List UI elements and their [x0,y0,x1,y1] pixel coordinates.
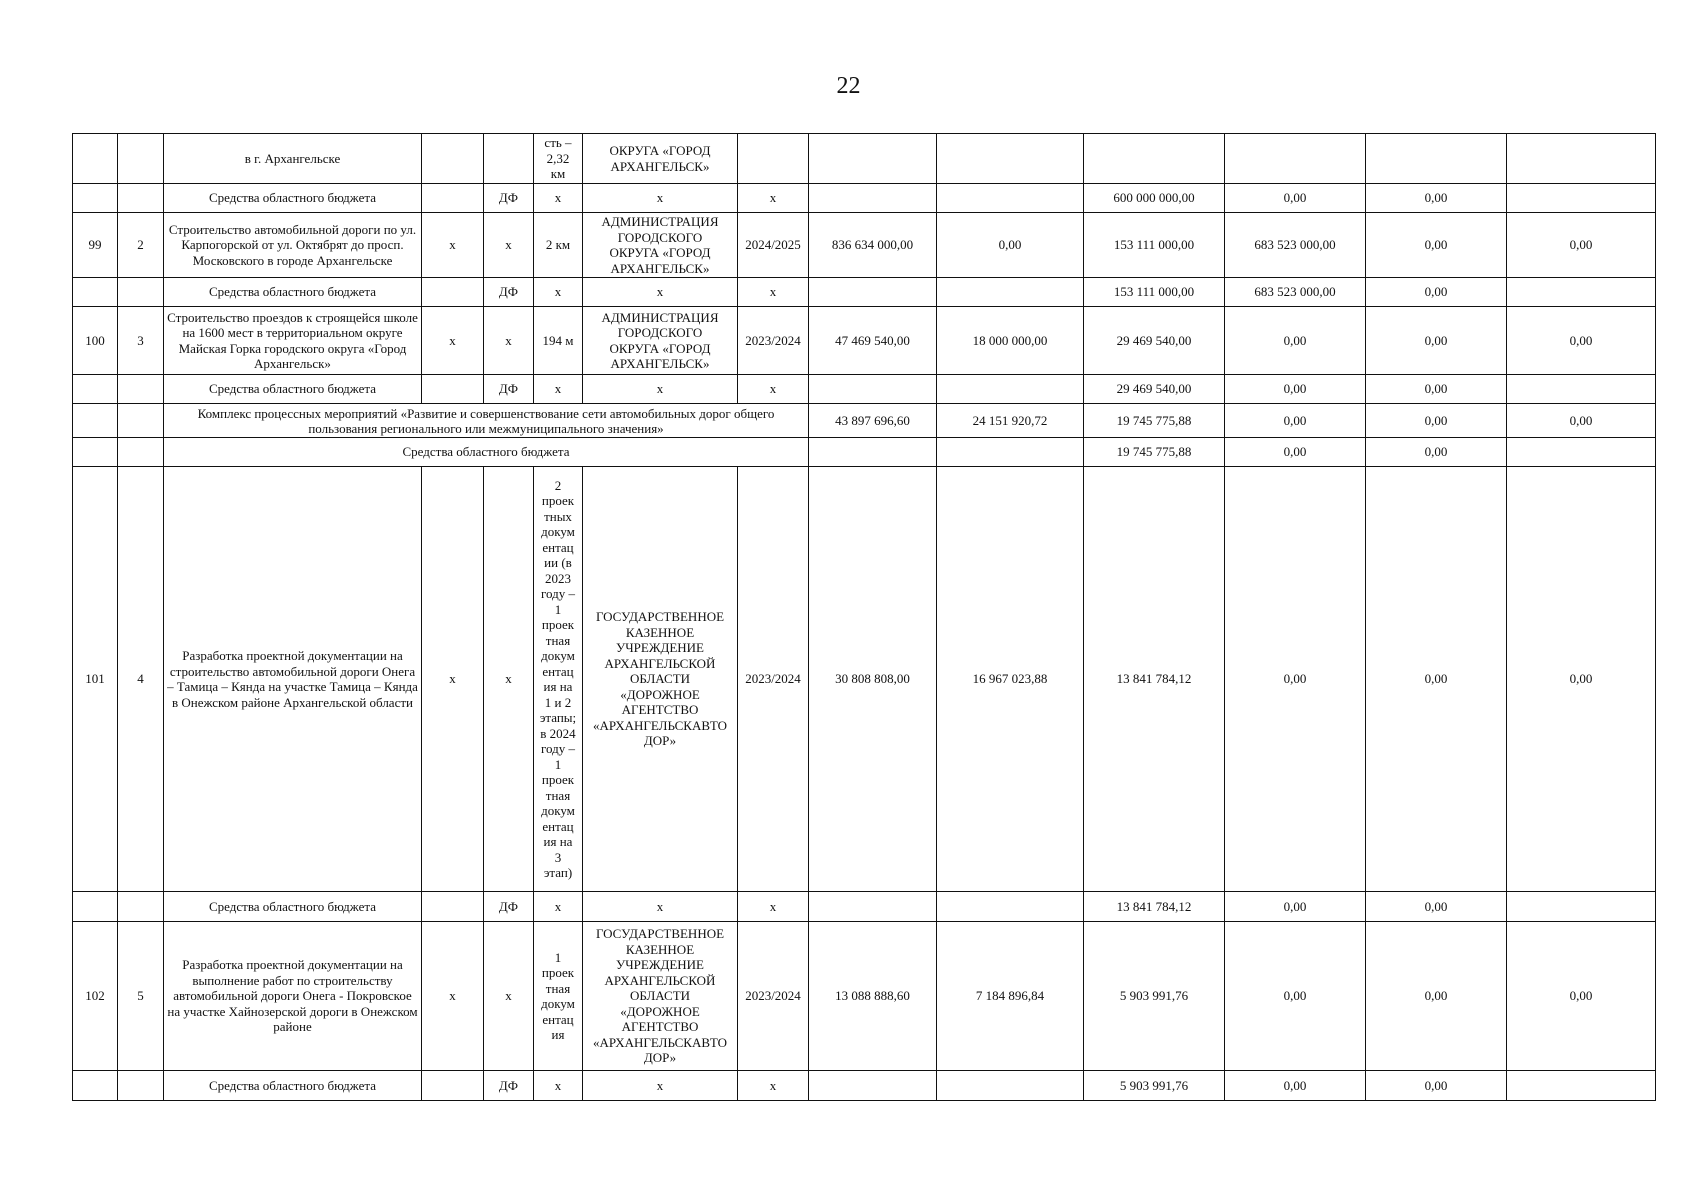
amount-cell: 0,00 [1507,404,1656,438]
amount-cell: 0,00 [937,213,1084,278]
row-number: 101 [73,467,118,892]
x-mark: х [484,922,534,1071]
amount-cell: 0,00 [1366,307,1507,375]
cell [738,134,809,184]
amount-cell: 13 841 784,12 [1084,892,1225,922]
measure-name: Строительство автомобильной дороги по ул. Карпогорской от ул. Октябрят до просп. Московского в городе Архангельске [164,213,422,278]
program-table [72,133,1656,1101]
x-mark: х [484,467,534,892]
table-row [73,438,1656,467]
x-mark: х [738,892,809,922]
funding-code: ДФ [484,184,534,213]
period-cell: 2023/2024 [738,467,809,892]
amount-cell: 0,00 [1366,404,1507,438]
table-row [73,307,1656,375]
amount-cell: 0,00 [1225,438,1366,467]
cell [1507,375,1656,404]
measure-name: Разработка проектной документации на выполнение работ по строительству автомобильной дороги Онега - Покровское на участке Хайнозерской дороги в Онежском районе [164,922,422,1071]
amount-cell: 683 523 000,00 [1225,213,1366,278]
sub-number: 3 [118,307,164,375]
cell [118,184,164,213]
amount-cell: 683 523 000,00 [1225,278,1366,307]
amount-cell: 0,00 [1366,213,1507,278]
amount-cell: 0,00 [1366,1071,1507,1101]
x-mark: х [738,278,809,307]
capacity-cell: 2 км [534,213,583,278]
funding-code: ДФ [484,1071,534,1101]
cell [73,278,118,307]
amount-cell: 5 903 991,76 [1084,1071,1225,1101]
cell [73,438,118,467]
cell [118,438,164,467]
cell [937,184,1084,213]
cell [73,134,118,184]
cell [937,278,1084,307]
cell [809,278,937,307]
cell [937,892,1084,922]
x-mark: х [583,278,738,307]
sub-number: 2 [118,213,164,278]
cell [118,404,164,438]
cell [422,278,484,307]
cell [809,892,937,922]
x-mark: х [534,375,583,404]
amount-cell: 29 469 540,00 [1084,307,1225,375]
amount-cell: 0,00 [1507,922,1656,1071]
cell [1507,1071,1656,1101]
cell [1507,134,1656,184]
executor-cell: ГОСУДАРСТВЕННОЕ КАЗЕННОЕ УЧРЕЖДЕНИЕ АРХАНГЕЛЬСКОЙ ОБЛАСТИ «ДОРОЖНОЕ АГЕНТСТВО «АРХАНГЕЛЬСКАВТО ДОР» [583,467,738,892]
sub-number: 5 [118,922,164,1071]
amount-cell: 19 745 775,88 [1084,404,1225,438]
x-mark: х [534,184,583,213]
amount-cell: 16 967 023,88 [937,467,1084,892]
amount-cell: 153 111 000,00 [1084,278,1225,307]
amount-cell: 0,00 [1366,375,1507,404]
funding-source-label: Средства областного бюджета [164,1071,422,1101]
cell [937,375,1084,404]
period-cell: 2023/2024 [738,307,809,375]
row-number: 102 [73,922,118,1071]
period-cell: 2024/2025 [738,213,809,278]
table-row [73,134,1656,184]
cell [937,1071,1084,1101]
funding-source-label: Средства областного бюджета [164,438,809,467]
amount-cell: 0,00 [1507,307,1656,375]
funding-code: ДФ [484,278,534,307]
amount-cell: 30 808 808,00 [809,467,937,892]
amount-cell: 0,00 [1225,375,1366,404]
sub-number: 4 [118,467,164,892]
cell [422,375,484,404]
x-mark: х [738,184,809,213]
amount-cell: 0,00 [1366,922,1507,1071]
executor-cell: АДМИНИСТРАЦИЯ ГОРОДСКОГО ОКРУГА «ГОРОД АРХАНГЕЛЬСК» [583,213,738,278]
cell [809,438,937,467]
amount-cell: 19 745 775,88 [1084,438,1225,467]
period-cell: 2023/2024 [738,922,809,1071]
cell [73,892,118,922]
table-row [73,1071,1656,1101]
x-mark: х [484,307,534,375]
amount-cell: 836 634 000,00 [809,213,937,278]
cell [1084,134,1225,184]
amount-cell: 43 897 696,60 [809,404,937,438]
cell [1225,134,1366,184]
complex-title: Комплекс процессных мероприятий «Развитие и совершенствование сети автомобильных дорог общего пользования регионального или межмуниципального значения» [164,404,809,438]
funding-source-label: Средства областного бюджета [164,892,422,922]
row-number: 100 [73,307,118,375]
table-row [73,922,1656,1071]
measure-name: Разработка проектной документации на строительство автомобильной дороги Онега – Тамица – Кянда на участке Тамица – Кянда в Онежском районе Архангельской области [164,467,422,892]
cell [118,134,164,184]
cell [809,134,937,184]
table-row [73,892,1656,922]
amount-cell: 0,00 [1366,467,1507,892]
cell [809,375,937,404]
cell [937,134,1084,184]
amount-cell: 29 469 540,00 [1084,375,1225,404]
amount-cell: 24 151 920,72 [937,404,1084,438]
cell [1507,278,1656,307]
amount-cell: 5 903 991,76 [1084,922,1225,1071]
amount-cell: 0,00 [1507,467,1656,892]
cell [1507,438,1656,467]
amount-cell: 0,00 [1225,467,1366,892]
cell [73,375,118,404]
cell [422,134,484,184]
x-mark: х [484,213,534,278]
amount-cell: 600 000 000,00 [1084,184,1225,213]
cell [484,134,534,184]
cell [422,1071,484,1101]
capacity-cell: сть – 2,32 км [534,134,583,184]
x-mark: х [583,892,738,922]
table-row [73,184,1656,213]
row-number: 99 [73,213,118,278]
amount-cell: 13 088 888,60 [809,922,937,1071]
cell [1366,134,1507,184]
amount-cell: 0,00 [1225,892,1366,922]
table-row [73,278,1656,307]
amount-cell: 0,00 [1225,1071,1366,1101]
x-mark: х [583,1071,738,1101]
capacity-cell: 194 м [534,307,583,375]
x-mark: х [534,892,583,922]
amount-cell: 0,00 [1366,892,1507,922]
x-mark: х [583,375,738,404]
cell [1507,892,1656,922]
cell [73,1071,118,1101]
amount-cell: 0,00 [1366,278,1507,307]
executor-cell: ГОСУДАРСТВЕННОЕ КАЗЕННОЕ УЧРЕЖДЕНИЕ АРХАНГЕЛЬСКОЙ ОБЛАСТИ «ДОРОЖНОЕ АГЕНТСТВО «АРХАНГЕЛЬСКАВТО ДОР» [583,922,738,1071]
x-mark: х [738,1071,809,1101]
amount-cell: 0,00 [1225,404,1366,438]
cell [422,892,484,922]
cell [118,278,164,307]
amount-cell: 153 111 000,00 [1084,213,1225,278]
x-mark: х [422,467,484,892]
amount-cell: 18 000 000,00 [937,307,1084,375]
x-mark: х [422,213,484,278]
capacity-cell: 1 проек тная докум ентац ия [534,922,583,1071]
amount-cell: 0,00 [1225,184,1366,213]
x-mark: х [534,278,583,307]
cell [118,375,164,404]
cell [118,1071,164,1101]
x-mark: х [534,1071,583,1101]
cell [73,404,118,438]
funding-source-label: Средства областного бюджета [164,278,422,307]
funding-source-label: Средства областного бюджета [164,375,422,404]
cell [809,1071,937,1101]
measure-name: в г. Архангельске [164,134,422,184]
x-mark: х [422,922,484,1071]
amount-cell: 7 184 896,84 [937,922,1084,1071]
x-mark: х [422,307,484,375]
executor-cell: АДМИНИСТРАЦИЯ ГОРОДСКОГО ОКРУГА «ГОРОД АРХАНГЕЛЬСК» [583,307,738,375]
funding-code: ДФ [484,375,534,404]
cell [422,184,484,213]
x-mark: х [738,375,809,404]
cell [809,184,937,213]
executor-cell: ОКРУГА «ГОРОД АРХАНГЕЛЬСК» [583,134,738,184]
amount-cell: 0,00 [1507,213,1656,278]
measure-name: Строительство проездов к строящейся школе на 1600 мест в территориальном округе Майская Горка городского округа «Город Архангельск» [164,307,422,375]
page-number: 22 [836,73,861,99]
amount-cell: 0,00 [1225,307,1366,375]
cell [118,892,164,922]
cell [937,438,1084,467]
table-row [73,467,1656,892]
table-row [73,213,1656,278]
capacity-cell: 2 проек тных докум ентац ии (в 2023 году – 1 проек тная докум ентац ия на 1 и 2 этапы; в 2024 году – 1 проек тная докум ентац ия на 3 этап) [534,467,583,892]
table-row [73,404,1656,438]
cell [73,184,118,213]
x-mark: х [583,184,738,213]
amount-cell: 0,00 [1225,922,1366,1071]
funding-code: ДФ [484,892,534,922]
table-row [73,375,1656,404]
amount-cell: 0,00 [1366,438,1507,467]
funding-source-label: Средства областного бюджета [164,184,422,213]
cell [1507,184,1656,213]
amount-cell: 0,00 [1366,184,1507,213]
amount-cell: 47 469 540,00 [809,307,937,375]
amount-cell: 13 841 784,12 [1084,467,1225,892]
